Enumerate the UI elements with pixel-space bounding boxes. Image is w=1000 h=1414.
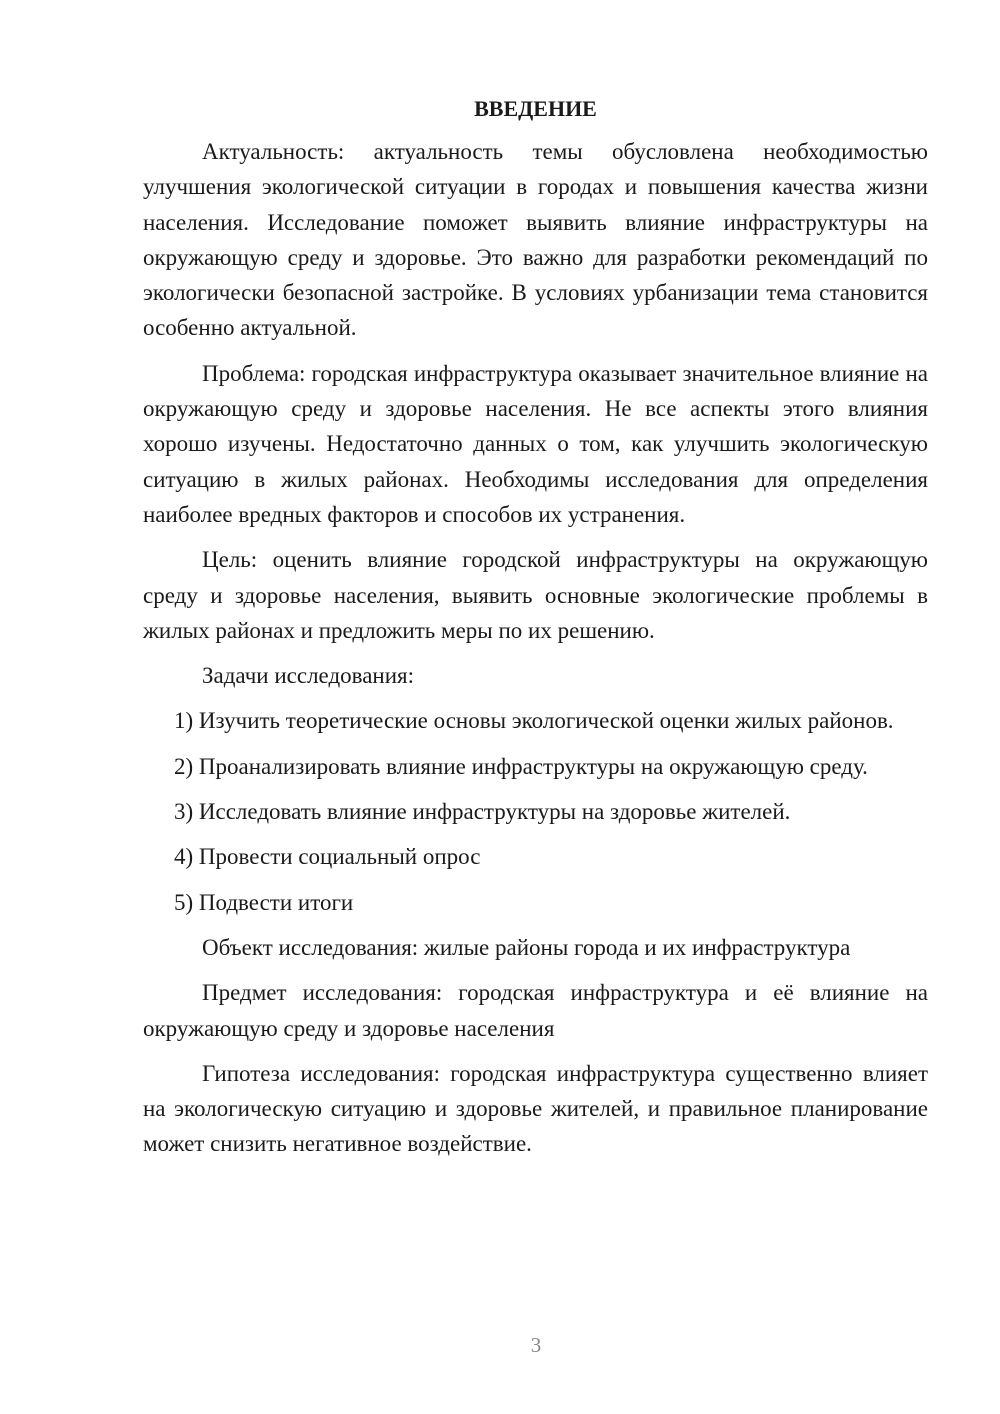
problem-paragraph: Проблема: городская инфраструктура оказывает значительное влияние на окружающую среду и здоровье населения. Не все аспекты этого влияния хорошо изучены. Недостаточно данных о том, как улучшить экологическую ситуацию в жилых районах. Необходимы исследования для определения наиболее вредных факторов и способов их устранения. (143, 360, 928, 527)
task-item-1: 1) Изучить теоретические основы экологической оценки жилых районов. (174, 708, 894, 734)
subject-paragraph: Предмет исследования: городская инфраструктура и её влияние на окружающую среду и здоровье населения (143, 980, 928, 1041)
section-title: ВВЕДЕНИЕ (474, 96, 597, 121)
object-paragraph: Объект исследования: жилые районы города и их инфраструктура (202, 934, 851, 960)
goal-paragraph: Цель: оценить влияние городской инфраструктуры на окружающую среду и здоровье населения, выявить основные экологические проблемы в жилых районах и предложить меры по их решению. (143, 547, 928, 643)
relevance-paragraph: Актуальность: актуальность темы обусловлена необходимостью улучшения экологической ситуации в городах и повышения качества жизни населения. Исследование поможет выявить влияние инфраструктуры на окружающую среду и здоровье. Это важно для разработки рекомендаций по экологически безопасной застройке. В условиях урбанизации тема становится особенно актуальной. (143, 139, 928, 341)
task-item-3: 3) Исследовать влияние инфраструктуры на здоровье жителей. (174, 799, 791, 825)
document-page (143, 94, 928, 1172)
page-number: 3 (530, 1333, 542, 1357)
task-item-4: 4) Провести социальный опрос (174, 844, 481, 870)
task-item-5: 5) Подвести итоги (174, 889, 354, 915)
task-item-2: 2) Проанализировать влияние инфраструктуры на окружающую среду. (174, 753, 868, 779)
tasks-heading: Задачи исследования: (202, 663, 415, 689)
hypothesis-paragraph: Гипотеза исследования: городская инфраструктура существенно влияет на экологическую ситуацию и здоровье жителей, и правильное планирование может снизить негативное воздействие. (143, 1060, 928, 1157)
